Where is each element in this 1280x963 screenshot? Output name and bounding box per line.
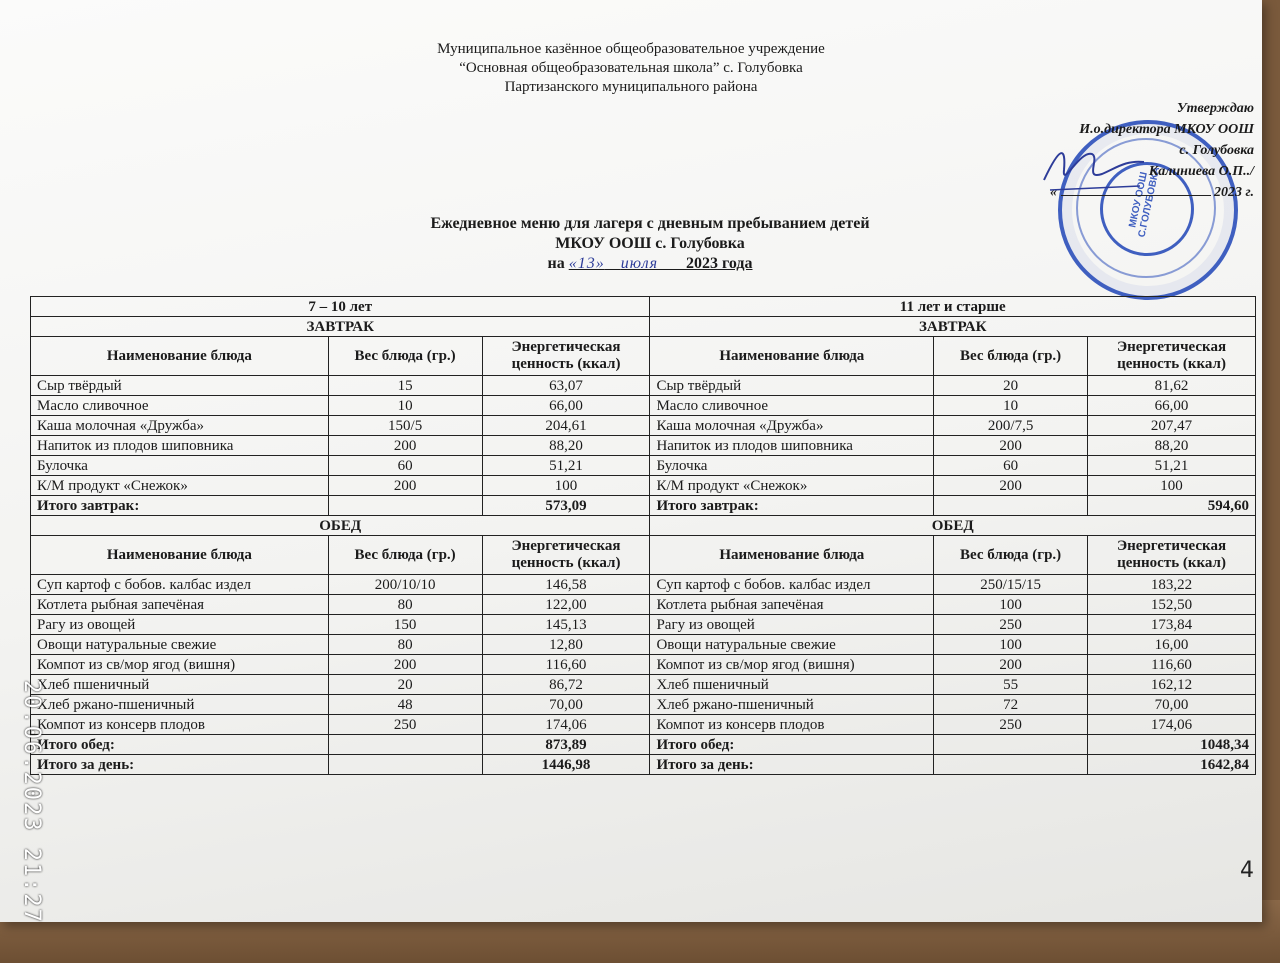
dish-energy-left: 146,58: [482, 575, 650, 595]
approval-block: [974, 98, 1254, 203]
dish-weight-right: 250: [934, 615, 1088, 635]
lunch-section-row: [31, 516, 1256, 536]
dish-energy-right: 183,22: [1088, 575, 1256, 595]
dish-name-left: Каша молочная «Дружба»: [31, 416, 329, 436]
dish-name-left: Булочка: [31, 456, 329, 476]
dish-weight-right: 10: [934, 396, 1088, 416]
approval-line-2: И.о.директора МКОУ ООШ: [1079, 122, 1254, 137]
table-row: [31, 436, 1256, 456]
dish-weight-right: 250: [934, 715, 1088, 735]
breakfast-total-row: [31, 496, 1256, 516]
dish-name-left: Рагу из овощей: [31, 615, 329, 635]
dish-energy-left: 100: [482, 476, 650, 496]
dish-name-right: Каша молочная «Дружба»: [650, 416, 934, 436]
lunch-label-right: ОБЕД: [650, 516, 1256, 536]
dish-name-right: Компот из св/мор ягод (вишня): [650, 655, 934, 675]
dish-weight-left: 200: [328, 436, 482, 456]
total-value-left: 873,89: [482, 735, 650, 755]
dish-name-right: Сыр твёрдый: [650, 376, 934, 396]
dish-energy-right: 16,00: [1088, 635, 1256, 655]
total-empty-left: [328, 755, 482, 775]
table-row: [31, 595, 1256, 615]
table-row: [31, 416, 1256, 436]
approval-line-1: Утверждаю: [1176, 101, 1254, 116]
dish-energy-right: 173,84: [1088, 615, 1256, 635]
dish-weight-left: 200: [328, 476, 482, 496]
dish-energy-right: 207,47: [1088, 416, 1256, 436]
dish-name-left: Напиток из плодов шиповника: [31, 436, 329, 456]
dish-weight-right: 100: [934, 635, 1088, 655]
dish-name-left: Компот из св/мор ягод (вишня): [31, 655, 329, 675]
dish-name-left: Масло сливочное: [31, 396, 329, 416]
dish-name-left: Овощи натуральные свежие: [31, 635, 329, 655]
dish-energy-right: 100: [1088, 476, 1256, 496]
table-row: [31, 456, 1256, 476]
day-total-row: [31, 755, 1256, 775]
dish-energy-right: 81,62: [1088, 376, 1256, 396]
dish-weight-right: 200/7,5: [934, 416, 1088, 436]
column-header-weight: Вес блюда (гр.): [934, 337, 1088, 376]
approval-line-3: с. Голубовка: [1179, 143, 1254, 158]
column-header-name: Наименование блюда: [650, 536, 934, 575]
total-empty-left: [328, 496, 482, 516]
photo-timestamp: 20.06.2023 21:27: [19, 680, 44, 924]
dish-weight-right: 200: [934, 655, 1088, 675]
total-value-left: 573,09: [482, 496, 650, 516]
dish-name-left: Котлета рыбная запечёная: [31, 595, 329, 615]
dish-energy-left: 12,80: [482, 635, 650, 655]
column-header-weight: Вес блюда (гр.): [328, 337, 482, 376]
title-line-1: Ежедневное меню для лагеря с дневным пребыванием детей: [430, 215, 870, 232]
table-row: [31, 396, 1256, 416]
dish-energy-left: 204,61: [482, 416, 650, 436]
lunch-column-headers: [31, 536, 1256, 575]
dish-weight-left: 10: [328, 396, 482, 416]
column-header-energy: Энергетическая ценность (ккал): [482, 337, 650, 376]
dish-energy-left: 116,60: [482, 655, 650, 675]
title-date-month: июля: [620, 255, 658, 272]
dish-energy-left: 122,00: [482, 595, 650, 615]
dish-name-right: Овощи натуральные свежие: [650, 635, 934, 655]
total-value-left: 1446,98: [482, 755, 650, 775]
total-empty-right: [934, 755, 1088, 775]
page-number: 4: [1240, 858, 1254, 883]
table-row: [31, 655, 1256, 675]
breakfast-label-right: ЗАВТРАК: [650, 317, 1256, 337]
table-row: [31, 476, 1256, 496]
table-row: [31, 615, 1256, 635]
dish-energy-right: 51,21: [1088, 456, 1256, 476]
dish-energy-left: 86,72: [482, 675, 650, 695]
dish-weight-right: 100: [934, 595, 1088, 615]
dish-energy-right: 70,00: [1088, 695, 1256, 715]
age-group-row: [31, 297, 1256, 317]
dish-weight-right: 20: [934, 376, 1088, 396]
column-header-name: Наименование блюда: [650, 337, 934, 376]
dish-name-left: Суп картоф с бобов. калбас издел: [31, 575, 329, 595]
dish-name-right: Масло сливочное: [650, 396, 934, 416]
menu-table: [30, 296, 1256, 775]
dish-weight-left: 250: [328, 715, 482, 735]
dish-name-left: Сыр твёрдый: [31, 376, 329, 396]
dish-weight-right: 200: [934, 436, 1088, 456]
dish-energy-left: 63,07: [482, 376, 650, 396]
column-header-energy: Энергетическая ценность (ккал): [1088, 536, 1256, 575]
breakfast-label-left: ЗАВТРАК: [31, 317, 650, 337]
table-row: [31, 376, 1256, 396]
dish-energy-left: 70,00: [482, 695, 650, 715]
dish-weight-right: 55: [934, 675, 1088, 695]
approval-date-suffix: 2023 г.: [1214, 185, 1254, 200]
column-header-weight: Вес блюда (гр.): [934, 536, 1088, 575]
column-header-name: Наименование блюда: [31, 337, 329, 376]
dish-name-left: Хлеб пшеничный: [31, 675, 329, 695]
dish-weight-left: 200/10/10: [328, 575, 482, 595]
dish-energy-left: 174,06: [482, 715, 650, 735]
dish-weight-left: 15: [328, 376, 482, 396]
total-label-left: Итого завтрак:: [31, 496, 329, 516]
table-row: [31, 675, 1256, 695]
total-label-right: Итого за день:: [650, 755, 934, 775]
dish-energy-right: 116,60: [1088, 655, 1256, 675]
dish-name-right: Напиток из плодов шиповника: [650, 436, 934, 456]
title-line-2: МКОУ ООШ с. Голубовка: [555, 235, 745, 252]
dish-energy-right: 88,20: [1088, 436, 1256, 456]
dish-energy-left: 51,21: [482, 456, 650, 476]
total-label-right: Итого обед:: [650, 735, 934, 755]
header-line-1: Муниципальное казённое общеобразовательное учреждение: [437, 41, 825, 57]
total-label-right: Итого завтрак:: [650, 496, 934, 516]
lunch-label-left: ОБЕД: [31, 516, 650, 536]
dish-name-right: Хлеб ржано-пшеничный: [650, 695, 934, 715]
approval-line-4: Калиниева О.П../: [1148, 164, 1254, 179]
dish-name-left: Хлеб ржано-пшеничный: [31, 695, 329, 715]
title-date-day: «13»: [568, 255, 605, 272]
approval-date-prefix: «: [1050, 185, 1058, 200]
total-value-right: 594,60: [1088, 496, 1256, 516]
column-header-energy: Энергетическая ценность (ккал): [482, 536, 650, 575]
dish-weight-left: 48: [328, 695, 482, 715]
dish-name-left: К/М продукт «Снежок»: [31, 476, 329, 496]
column-header-weight: Вес блюда (гр.): [328, 536, 482, 575]
institution-header: [0, 40, 1262, 97]
header-line-3: Партизанского муниципального района: [504, 79, 758, 95]
table-row: [31, 715, 1256, 735]
lunch-total-row: [31, 735, 1256, 755]
dish-weight-left: 20: [328, 675, 482, 695]
dish-name-right: Суп картоф с бобов. калбас издел: [650, 575, 934, 595]
dish-name-right: Хлеб пшеничный: [650, 675, 934, 695]
stamp-center-text: МКОУ ООШ С.ГОЛУБОВКА: [1127, 165, 1163, 239]
dish-energy-left: 66,00: [482, 396, 650, 416]
dish-weight-right: 60: [934, 456, 1088, 476]
breakfast-section-row: [31, 317, 1256, 337]
dish-name-right: Булочка: [650, 456, 934, 476]
dish-weight-left: 60: [328, 456, 482, 476]
dish-name-right: Рагу из овощей: [650, 615, 934, 635]
dish-name-right: Котлета рыбная запечёная: [650, 595, 934, 615]
dish-weight-right: 200: [934, 476, 1088, 496]
dish-name-right: К/М продукт «Снежок»: [650, 476, 934, 496]
total-value-right: 1642,84: [1088, 755, 1256, 775]
total-empty-left: [328, 735, 482, 755]
dish-weight-right: 250/15/15: [934, 575, 1088, 595]
table-row: [31, 695, 1256, 715]
title-date: [0, 254, 1280, 274]
dish-weight-left: 150: [328, 615, 482, 635]
dish-weight-left: 80: [328, 635, 482, 655]
approval-line-5: [974, 182, 1254, 203]
table-row: [31, 575, 1256, 595]
dish-energy-right: 152,50: [1088, 595, 1256, 615]
total-empty-right: [934, 496, 1088, 516]
title-date-year: 2023 года: [686, 255, 753, 272]
dish-name-left: Компот из консерв плодов: [31, 715, 329, 735]
table-row: [31, 635, 1256, 655]
dish-weight-right: 72: [934, 695, 1088, 715]
column-header-energy: Энергетическая ценность (ккал): [1088, 337, 1256, 376]
total-empty-right: [934, 735, 1088, 755]
age-group-right: 11 лет и старше: [650, 297, 1256, 317]
dish-name-right: Компот из консерв плодов: [650, 715, 934, 735]
column-header-name: Наименование блюда: [31, 536, 329, 575]
dish-energy-right: 66,00: [1088, 396, 1256, 416]
total-label-left: Итого за день:: [31, 755, 329, 775]
dish-weight-left: 80: [328, 595, 482, 615]
menu-title: [0, 214, 1280, 274]
dish-energy-right: 162,12: [1088, 675, 1256, 695]
title-date-value: [569, 255, 753, 272]
header-line-2: “Основная общеобразовательная школа” с. Голубовка: [459, 60, 803, 76]
total-label-left: Итого обед:: [31, 735, 329, 755]
dish-energy-right: 174,06: [1088, 715, 1256, 735]
dish-energy-left: 88,20: [482, 436, 650, 456]
title-date-prefix: на: [547, 255, 565, 272]
total-value-right: 1048,34: [1088, 735, 1256, 755]
dish-energy-left: 145,13: [482, 615, 650, 635]
age-group-left: 7 – 10 лет: [31, 297, 650, 317]
breakfast-column-headers: [31, 337, 1256, 376]
dish-weight-left: 200: [328, 655, 482, 675]
dish-weight-left: 150/5: [328, 416, 482, 436]
